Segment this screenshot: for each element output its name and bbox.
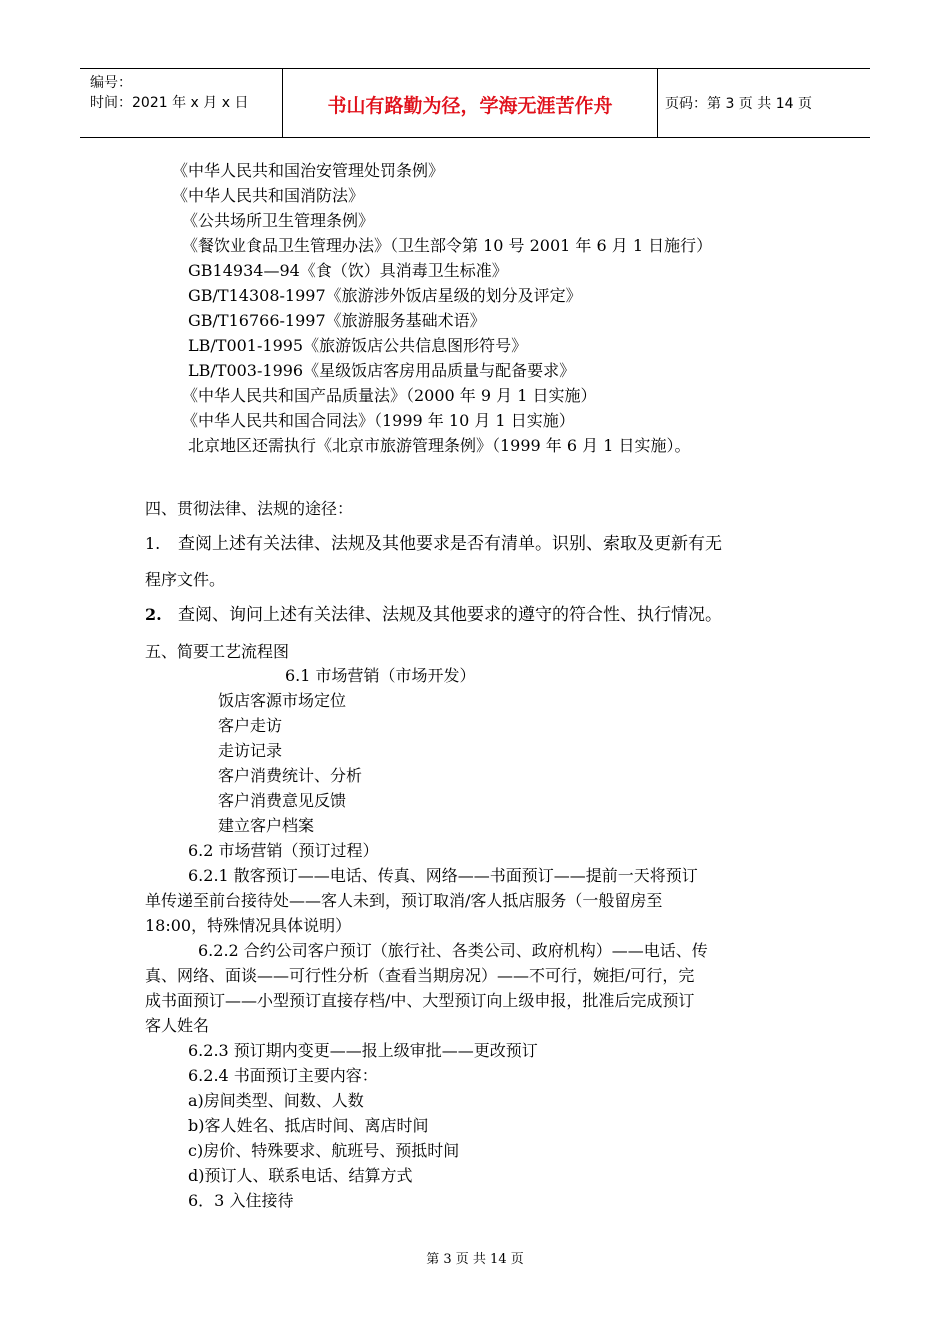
law-item: 北京地区还需执行《北京市旅游管理条例》（1999 年 6 月 1 日实施）。 [188,436,691,455]
section-4-item-2: 查阅、询问上述有关法律、法规及其他要求的遵守的符合性、执行情况。 [178,605,722,625]
header-meta [90,73,248,113]
paragraph-6-2-2: 客人姓名 [145,1016,210,1035]
page-header [80,68,870,138]
booking-content-item: a)房间类型、间数、人数 [188,1091,364,1110]
header-motto: 书山有路勤为径，学海无涯苦作舟 [327,95,613,117]
paragraph-6-2-2: 真、网络、面谈——可行性分析（查看当期房况）——不可行，婉拒/可行，完 [145,966,695,985]
header-divider [657,69,658,137]
flow-step: 客户消费意见反馈 [218,791,347,810]
header-page-info: 页码：第 3 页 共 14 页 [665,96,812,112]
law-item: LB/T001-1995《旅游饭店公共信息图形符号》 [188,336,528,355]
header-code-label: 编号： [90,75,132,91]
booking-content-item: c)房价、特殊要求、航班号、预抵时间 [188,1141,460,1160]
flow-step: 走访记录 [218,741,283,760]
law-item: 《中华人民共和国合同法》（1999 年 10 月 1 日实施） [182,411,575,430]
law-item: LB/T003-1996《星级饭店客房用品质量与配备要求》 [188,361,576,380]
paragraph-6-2-2: 6.2.2 合约公司客户预订（旅行社、各类公司、政府机构）——电话、传 [198,941,708,960]
subsection-6-1: 6.1 市场营销（市场开发） [285,666,476,685]
booking-content-item: b)客人姓名、抵店时间、离店时间 [188,1116,429,1135]
flow-step: 客户消费统计、分析 [218,766,363,785]
law-item: GB/T16766-1997《旅游服务基础术语》 [188,311,486,330]
flow-step: 建立客户档案 [218,816,315,835]
header-date: 时间：2021 年 x 月 x 日 [90,95,249,111]
law-item: 《中华人民共和国消防法》 [172,186,365,205]
paragraph-6-2-3: 6.2.3 预订期内变更——报上级审批——更改预订 [188,1041,538,1060]
law-item: 《公共场所卫生管理条例》 [182,211,375,230]
law-item: 《中华人民共和国产品质量法》（2000 年 9 月 1 日实施） [182,386,597,405]
section-4-title: 四、贯彻法律、法规的途径： [145,499,354,518]
flow-step: 饭店客源市场定位 [218,691,347,710]
flow-step: 客户走访 [218,716,283,735]
header-divider [282,69,283,137]
paragraph-6-2-1: 6.2.1 散客预订——电话、传真、网络——书面预订——提前一天将预订 [188,866,698,885]
paragraph-6-2-4: 6.2.4 书面预订主要内容： [188,1066,378,1085]
subsection-6-2: 6.2 市场营销（预订过程） [188,841,379,860]
paragraph-6-2-1: 18:00，特殊情况具体说明） [145,916,352,935]
section-4-item-1: 查阅上述有关法律、法规及其他要求是否有清单。识别、索取及更新有无 [178,534,722,554]
law-item: 《中华人民共和国治安管理处罚条例》 [172,161,445,180]
law-item: 《餐饮业食品卫生管理办法》（卫生部令第 10 号 2001 年 6 月 1 日施行） [182,236,713,255]
section-4-item-1-number: 1. [145,534,161,553]
section-5-title: 五、简要工艺流程图 [145,642,290,661]
law-item: GB14934—94《食（饮）具消毒卫生标准》 [188,261,508,280]
subsection-6-3: 6．3 入住接待 [188,1191,294,1210]
law-item: GB/T14308-1997《旅游涉外饭店星级的划分及评定》 [188,286,582,305]
booking-content-item: d)预订人、联系电话、结算方式 [188,1166,413,1185]
page-footer: 第 3 页 共 14 页 [426,1252,524,1267]
paragraph-6-2-1: 单传递至前台接待处——客人未到，预订取消/客人抵店服务（一般留房至 [145,891,663,910]
section-4-item-2-number: 2. [145,605,162,624]
paragraph-6-2-2: 成书面预订——小型预订直接存档/中、大型预订向上级申报，批准后完成预订 [145,991,695,1010]
section-4-item-1-cont: 程序文件。 [145,570,226,589]
